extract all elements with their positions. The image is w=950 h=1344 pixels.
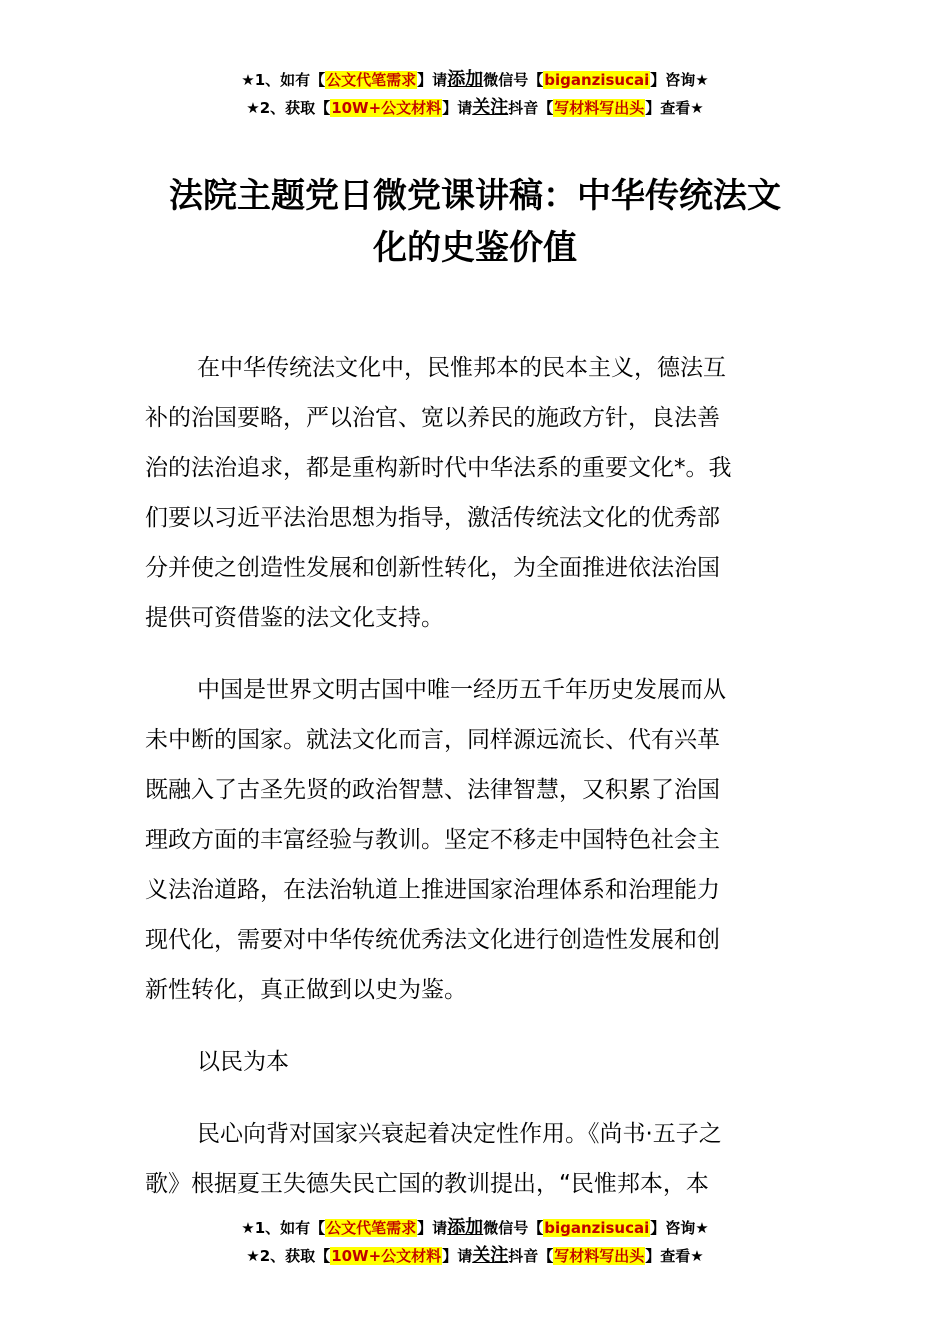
promo-text: ★1、如有【	[241, 1219, 326, 1237]
text-line: 分并使之创造性发展和创新性转化，为全面推进依法治国	[145, 555, 720, 581]
text-line: 们要以习近平法治思想为指导，激活传统法文化的优秀部	[145, 505, 720, 531]
promo-emphasis: 关注	[472, 1245, 509, 1266]
paragraph	[145, 1109, 810, 1209]
promo-highlight: biganzisucai	[544, 71, 650, 89]
promo-highlight: 写材料写出头	[554, 1247, 645, 1265]
promo-text: 微信号【	[483, 1219, 544, 1237]
text-line: 补的治国要略，严以治官、宽以养民的施政方针，良法善	[145, 405, 720, 431]
text-line: 未中断的国家。就法文化而言，同样源远流长、代有兴革	[145, 727, 720, 753]
promo-highlight: biganzisucai	[544, 1219, 650, 1237]
document-title	[130, 170, 820, 274]
promo-text: 】请	[417, 71, 448, 89]
promo-text: 】查看★	[645, 99, 704, 117]
paragraph	[145, 343, 810, 643]
text-line: 提供可资借鉴的法文化支持。	[145, 605, 444, 631]
text-line: 现代化，需要对中华传统优秀法文化进行创造性发展和创	[145, 927, 720, 953]
promo-line-2	[0, 1242, 950, 1270]
promo-text: 抖音【	[508, 99, 554, 117]
promo-emphasis: 添加	[447, 1217, 484, 1238]
promo-text: ★1、如有【	[241, 71, 326, 89]
section-heading	[145, 1037, 810, 1087]
text-line: 歌》根据夏王失德失民亡国的教训提出，“民惟邦本，本	[145, 1171, 709, 1197]
promo-text: 抖音【	[508, 1247, 554, 1265]
text-line: 民心向背对国家兴衰起着决定性作用。《尚书·五子之	[197, 1121, 722, 1147]
text-line: 理政方面的丰富经验与教训。坚定不移走中国特色社会主	[145, 827, 720, 853]
promo-text: 】咨询★	[650, 71, 709, 89]
text-line: 新性转化，真正做到以史为鉴。	[145, 977, 467, 1003]
promo-line-1	[0, 66, 950, 94]
promo-text: 】咨询★	[650, 1219, 709, 1237]
promo-line-2	[0, 94, 950, 122]
title-line: 化的史鉴价值	[373, 228, 577, 268]
text-line: 在中华传统法文化中，民惟邦本的民本主义，德法互	[197, 355, 726, 381]
promo-text: 】请	[442, 1247, 473, 1265]
text-line: 义法治道路，在法治轨道上推进国家治理体系和治理能力	[145, 877, 720, 903]
document-body	[145, 343, 810, 1231]
promo-highlight: 公文代笔需求	[326, 71, 417, 89]
promo-text: ★2、获取【	[246, 99, 331, 117]
text-line: 中国是世界文明古国中唯一经历五千年历史发展而从	[197, 677, 726, 703]
text-line: 既融入了古圣先贤的政治智慧、法律智慧，又积累了治国	[145, 777, 720, 803]
top-promo-banner	[0, 66, 950, 122]
text-line: 以民为本	[197, 1049, 289, 1075]
promo-text: 】查看★	[645, 1247, 704, 1265]
promo-line-1	[0, 1214, 950, 1242]
text-line: 治的法治追求，都是重构新时代中华法系的重要文化*。我	[145, 455, 732, 481]
bottom-promo-banner	[0, 1214, 950, 1270]
paragraph	[145, 665, 810, 1015]
promo-emphasis: 添加	[447, 69, 484, 90]
promo-highlight: 公文代笔需求	[326, 1219, 417, 1237]
title-line: 法院主题党日微党课讲稿：中华传统法文	[169, 176, 781, 216]
promo-emphasis: 关注	[472, 97, 509, 118]
promo-text: 】请	[442, 99, 473, 117]
promo-highlight: 10W+公文材料	[331, 1247, 442, 1265]
promo-highlight: 10W+公文材料	[331, 99, 442, 117]
promo-text: ★2、获取【	[246, 1247, 331, 1265]
promo-text: 】请	[417, 1219, 448, 1237]
promo-highlight: 写材料写出头	[554, 99, 645, 117]
promo-text: 微信号【	[483, 71, 544, 89]
